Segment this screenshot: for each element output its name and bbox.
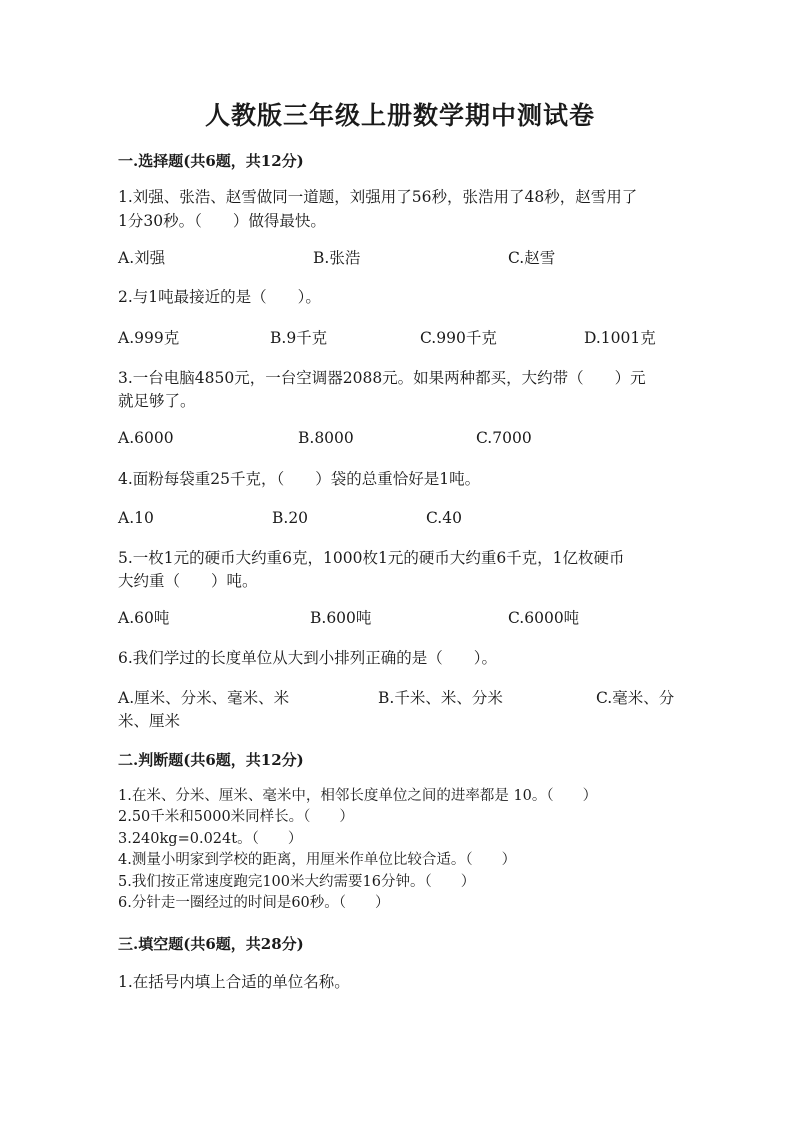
judge-item-5: 5.我们按正常速度跑完100米大约需要16分钟。（ ）: [118, 874, 476, 890]
question-1-option-c: C.赵雪: [508, 249, 556, 267]
question-2-line-1: 2.与1吨最接近的是（ ）。: [118, 288, 321, 306]
section-heading-judge: 二.判断题(共6题，共12分): [118, 751, 304, 769]
question-5-line-2: 大约重（ ）吨。: [118, 572, 258, 590]
question-4-option-b: B.20: [272, 509, 309, 527]
judge-item-3: 3.240kg=0.024t。（ ）: [118, 831, 303, 847]
judge-item-1: 1.在米、分米、厘米、毫米中，相邻长度单位之间的进率都是 10。（ ）: [118, 788, 598, 804]
question-2-option-d: D.1001克: [584, 329, 656, 347]
question-1-option-a: A.刘强: [118, 249, 166, 267]
judge-item-6: 6.分针走一圈经过的时间是60秒。（ ）: [118, 895, 390, 911]
page-title: 人教版三年级上册数学期中测试卷: [204, 101, 595, 130]
question-3-line-1: 3.一台电脑4850元，一台空调器2088元。如果两种都买，大约带（ ）元: [118, 369, 646, 387]
question-1-line-2: 1分30秒。（ ）做得最快。: [118, 212, 326, 230]
section-heading-fill: 三.填空题(共6题，共28分): [118, 935, 304, 953]
question-2-option-a: A.999克: [118, 329, 180, 347]
question-4-option-c: C.40: [426, 509, 462, 527]
question-3-option-b: B.8000: [298, 429, 354, 447]
section-heading-choice: 一.选择题(共6题，共12分): [118, 152, 304, 170]
fill-item-1: 1.在括号内填上合适的单位名称。: [118, 973, 350, 991]
question-6-option-a: A.厘米、分米、毫米、米: [118, 689, 290, 707]
question-4-line-1: 4.面粉每袋重25千克，（ ）袋的总重恰好是1吨。: [118, 470, 481, 488]
question-6-option-b: B.千米、米、分米: [378, 689, 503, 707]
question-5-option-b: B.600吨: [310, 609, 372, 627]
judge-item-4: 4.测量小明家到学校的距离，用厘米作单位比较合适。（ ）: [118, 852, 517, 868]
question-6-option-c-continued: 米、厘米: [118, 712, 181, 730]
question-5-option-a: A.60吨: [118, 609, 170, 627]
question-3-line-2: 就足够了。: [118, 392, 196, 410]
question-2-option-c: C.990千克: [420, 329, 497, 347]
question-6-option-c: C.毫米、分: [596, 689, 675, 707]
judge-item-2: 2.50千米和5000米同样长。（ ）: [118, 809, 354, 825]
question-2-option-b: B.9千克: [270, 329, 328, 347]
question-3-option-c: C.7000: [476, 429, 532, 447]
question-3-option-a: A.6000: [118, 429, 174, 447]
question-1-line-1: 1.刘强、张浩、赵雪做同一道题，刘强用了56秒，张浩用了48秒，赵雪用了: [118, 188, 638, 206]
question-4-option-a: A.10: [118, 509, 154, 527]
question-5-line-1: 5.一枚1元的硬币大约重6克，1000枚1元的硬币大约重6千克，1亿枚硬币: [118, 549, 625, 567]
question-6-line-1: 6.我们学过的长度单位从大到小排列正确的是（ ）。: [118, 649, 498, 667]
question-5-option-c: C.6000吨: [508, 609, 580, 627]
question-1-option-b: B.张浩: [313, 249, 361, 267]
